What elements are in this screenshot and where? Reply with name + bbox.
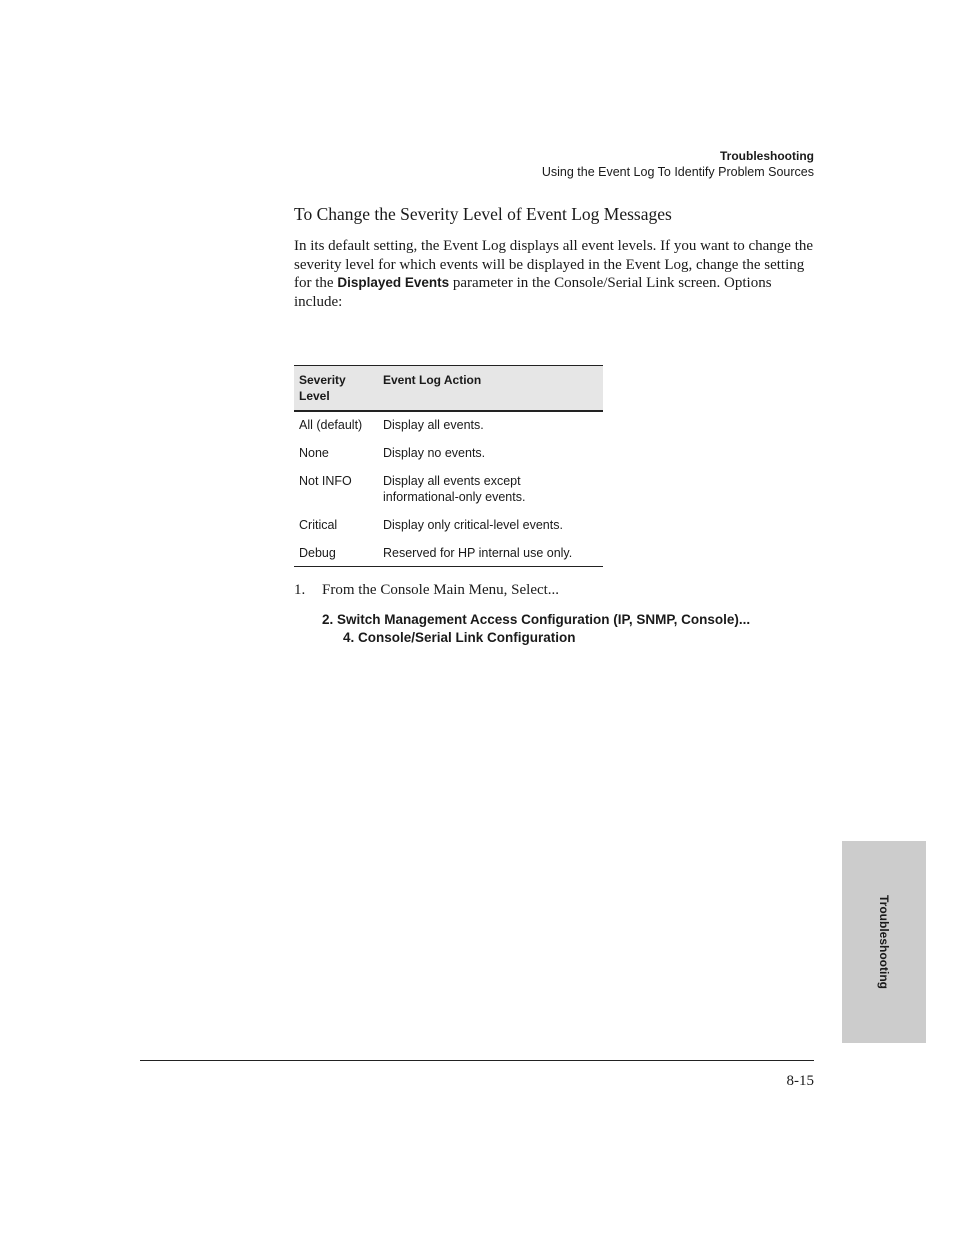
chapter-side-tab <box>842 841 926 1043</box>
menu-path-line-1: 2. Switch Management Access Configuration (IP, SNMP, Console)... <box>322 612 751 627</box>
running-head-chapter: Troubleshooting <box>720 149 814 163</box>
page-number: 8-15 <box>786 1073 814 1089</box>
action-cell: Reserved for HP internal use only. <box>378 541 603 567</box>
intro-paragraph <box>294 237 819 312</box>
table-header-row <box>294 366 603 412</box>
severity-cell: Critical <box>299 518 338 532</box>
action-cell: Display all events except informational-only events. <box>383 474 526 504</box>
intro-text-before: In its default setting, the Event Log displays all event levels. If you want to change the severity level for which events will be displayed in the Event Log, change the setting for the <box>294 238 814 292</box>
action-cell: Display all events. <box>383 418 484 432</box>
section-title: To Change the Severity Level of Event Log Messages <box>294 204 672 224</box>
severity-cell: Debug <box>294 541 378 567</box>
table-row <box>294 541 603 567</box>
table-row <box>294 469 603 513</box>
step-1 <box>294 581 559 600</box>
table-row <box>294 513 603 541</box>
table-row <box>294 441 603 469</box>
running-head <box>542 148 814 180</box>
menu-path <box>322 611 750 647</box>
menu-path-line-2: 4. Console/Serial Link Configuration <box>343 630 576 645</box>
step-number: 1. <box>294 582 306 598</box>
header-event-log-action: Event Log Action <box>378 366 603 412</box>
severity-cell: All (default) <box>299 418 363 432</box>
running-head-section: Using the Event Log To Identify Problem Sources <box>541 165 814 179</box>
action-cell: Display no events. <box>383 446 486 460</box>
side-tab-label: Troubleshooting <box>877 895 891 989</box>
intro-bold-term: Displayed Events <box>337 275 450 291</box>
severity-cell: None <box>299 446 329 460</box>
header-severity-level: Severity Level <box>294 366 378 412</box>
table-row <box>294 411 603 441</box>
action-cell: Display only critical-level events. <box>383 518 563 532</box>
intro-text-after: parameter in the Console/Serial Link screen. Options include: <box>294 275 772 311</box>
step-text: From the Console Main Menu, Select... <box>322 582 560 598</box>
severity-cell: Not INFO <box>299 474 352 488</box>
footer-rule <box>140 1060 814 1061</box>
severity-table <box>294 365 603 567</box>
